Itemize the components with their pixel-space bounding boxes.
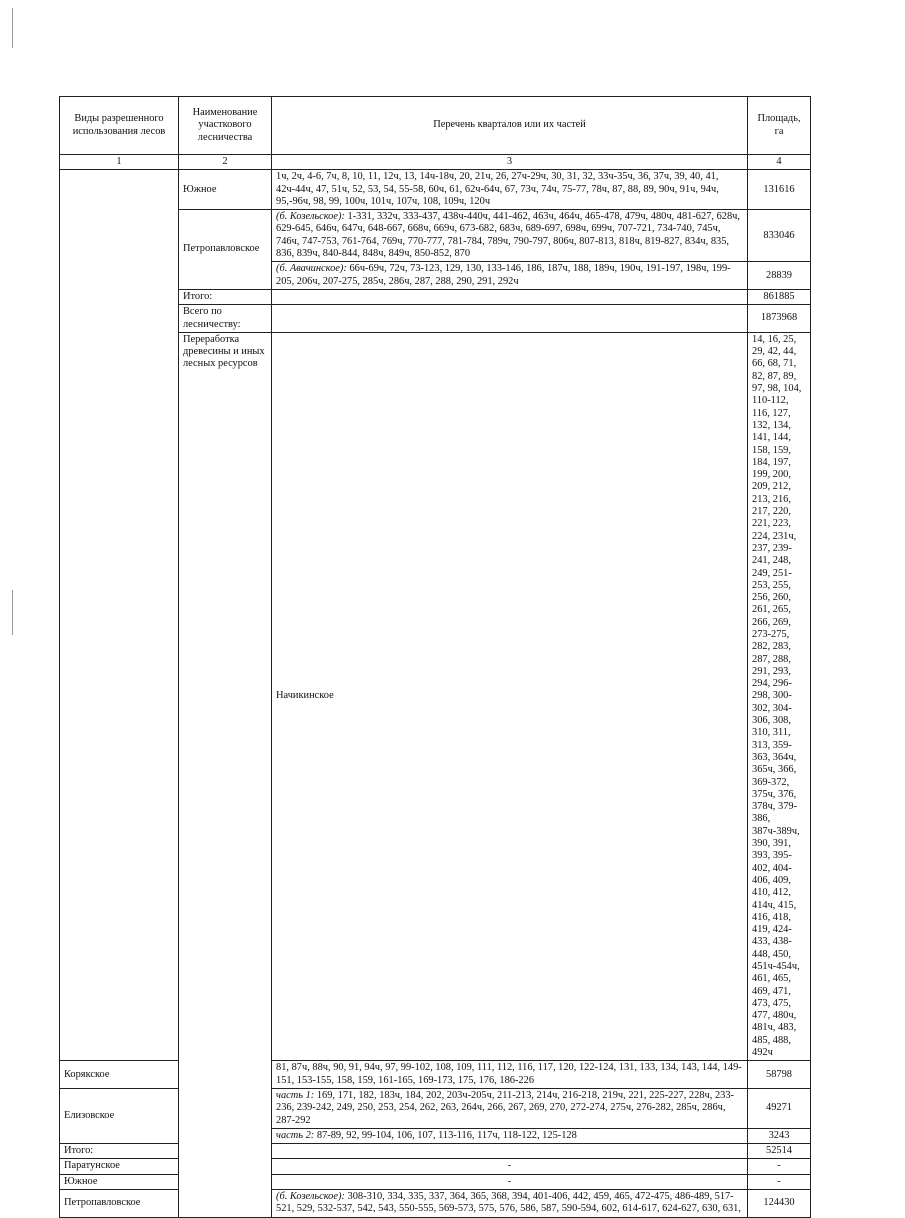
area-value: -	[748, 1174, 811, 1189]
quarters-list: 1ч, 2ч, 4-6, 7ч, 8, 10, 11, 12ч, 13, 14ч-18ч, 20, 21ч, 26, 27ч-29ч, 30, 31, 32, 33ч-35ч, 36, 37ч, 39, 40, 41, 42ч-44ч, 47, 51ч, 52, 53, 54, 55-58, 60ч, 61, 62ч-64ч, 67, 73ч, 74ч, 75-77, 78ч, 87, 88, 89, 90ч, 91ч, 94ч, 95,-96ч, 98, 99, 100ч, 101ч, 107ч, 108, 109ч, 120ч	[276, 171, 719, 207]
header-use-type: Виды разрешенного использования лесов	[60, 97, 179, 155]
empty-cell	[272, 289, 748, 304]
quarters-list: 308-310, 334, 335, 337, 364, 365, 368, 394, 401-406, 442, 459, 465, 472-475, 486-489, 517-521, 529, 532-537, 542, 543, 550-555, 569-573, 575, 576, 586, 587, 590-594, 602, 614-617, 624-627, 630, 631,	[276, 1191, 741, 1215]
quarters-list: 66ч-69ч, 72ч, 73-123, 129, 130, 133-146, 186, 187ч, 188, 189ч, 190ч, 191-197, 198ч, 199-205, 206ч, 207-275, 285ч, 286ч, 287, 288, 290, 291, 292ч	[276, 263, 731, 287]
quarters-cell	[272, 1190, 748, 1218]
area-value: 131616	[748, 170, 811, 210]
total-label: Итого:	[179, 289, 272, 304]
table-row	[60, 1190, 811, 1218]
total-row	[60, 1144, 811, 1159]
quarters-cell	[272, 210, 748, 262]
empty-cell	[272, 1144, 748, 1159]
table-row	[60, 1088, 811, 1128]
forestry-name: Южное	[179, 170, 272, 210]
forestry-name: Петропавловское	[179, 210, 272, 290]
area-value: 833046	[748, 210, 811, 262]
grand-total-value: 1873968	[748, 305, 811, 333]
quarters-cell	[272, 1128, 748, 1143]
quarters-prefix: (б. Авачинское):	[276, 263, 347, 275]
margin-line-top	[12, 8, 13, 48]
quarters-cell	[272, 1061, 748, 1089]
empty-cell	[272, 305, 748, 333]
use-type-cell	[60, 170, 179, 1061]
forestry-name: Елизовское	[60, 1088, 179, 1143]
area-value: 124430	[748, 1190, 811, 1218]
forestry-name: Начикинское	[272, 332, 748, 1061]
forestry-name: Корякское	[60, 1061, 179, 1089]
header-quarters: Перечень кварталов или их частей	[272, 97, 748, 155]
total-value: 861885	[748, 289, 811, 304]
quarters-list: 1-331, 332ч, 333-437, 438ч-440ч, 441-462, 463ч, 464ч, 465-478, 479ч, 480ч, 481-627, 628ч, 629-645, 646ч, 647ч, 648-667, 668ч, 669ч, 673-682, 683ч, 689-697, 698ч, 699ч, 707-721, 734-740, 745ч, 746ч, 747-753, 761-764, 769ч, 770-777, 781-784, 789ч, 790-797, 806ч, 807-813, 818ч, 819-827, 834ч, 835, 836, 839ч, 840-844, 848ч, 849ч, 850-852, 870	[276, 211, 740, 260]
total-label: Итого:	[60, 1144, 179, 1159]
table-row	[60, 170, 811, 210]
forestry-name: Петропавловское	[60, 1190, 179, 1218]
column-number-row	[60, 155, 811, 170]
quarters-prefix: часть 2:	[276, 1129, 315, 1141]
column-number: 2	[179, 155, 272, 170]
quarters-prefix: (б. Козельское):	[276, 1191, 345, 1203]
column-number: 3	[272, 155, 748, 170]
area-value: 58798	[748, 1061, 811, 1089]
area-value: 3243	[748, 1128, 811, 1143]
margin-line-bottom	[12, 590, 13, 635]
forest-use-table	[59, 96, 811, 1218]
table-row	[60, 1174, 811, 1189]
grand-total-label: Всего по лесничеству:	[179, 305, 272, 333]
header-forestry-name: Наименование участкового лесничества	[179, 97, 272, 155]
table-row	[60, 1159, 811, 1174]
forestry-name: Паратунское	[60, 1159, 179, 1174]
area-value: 28839	[748, 262, 811, 290]
quarters-cell	[272, 170, 748, 210]
quarters-prefix: (б. Козельское):	[276, 211, 345, 223]
quarters-list: -	[272, 1159, 748, 1174]
quarters-cell	[748, 332, 811, 1061]
header-area: Площадь, га	[748, 97, 811, 155]
area-value: 49271	[748, 1088, 811, 1128]
quarters-list: -	[272, 1174, 748, 1189]
quarters-list: 87-89, 92, 99-104, 106, 107, 113-116, 117ч, 118-122, 125-128	[314, 1129, 577, 1141]
column-number: 1	[60, 155, 179, 170]
use-type-cell: Переработка древесины и иных лесных ресурсов	[179, 332, 272, 1217]
quarters-list: 14, 16, 25, 29, 42, 44, 66, 68, 71, 82, 87, 89, 97, 98, 104, 110-112, 116, 127, 132, 134, 141, 144, 158, 159, 184, 197, 199, 200, 209, 212, 213, 216, 217, 220, 221, 223, 224, 231ч, 237, 239-241, 248, 249, 251-253, 255, 256, 260, 261, 265, 266, 269, 273-275, 282, 283, 287, 288, 291, 293, 294, 296-298, 300-302, 304-306, 308, 310, 311, 313, 359-363, 364ч, 365ч, 366, 369-372, 375ч, 376, 378ч, 379-386, 387ч-389ч, 390, 391, 393, 395-402, 404-406, 409, 410, 412, 414ч, 415, 416, 418, 419, 424-433, 438-448, 450, 451ч-454ч, 461, 465, 469, 471, 473, 475, 477, 480ч, 481ч, 483, 485, 488, 492ч	[752, 333, 802, 1059]
table-row	[60, 1061, 811, 1089]
header-row	[60, 97, 811, 155]
quarters-cell	[272, 262, 748, 290]
quarters-list: 169, 171, 182, 183ч, 184, 202, 203ч-205ч, 211-213, 214ч, 216-218, 219ч, 221, 225-227, 228ч, 233-236, 239-242, 249, 250, 253, 254, 262, 263, 264ч, 266, 267, 269, 270, 272-274, 275ч, 276-282, 285ч, 286ч, 287-292	[276, 1089, 734, 1126]
quarters-list: 81, 87ч, 88ч, 90, 91, 94ч, 97, 99-102, 108, 109, 111, 112, 116, 117, 120, 122-124, 131, 133, 134, 143, 144, 149-151, 153-155, 158, 159, 161-165, 169-173, 175, 176, 186-226	[276, 1062, 742, 1086]
quarters-cell	[272, 1088, 748, 1128]
area-value: -	[748, 1159, 811, 1174]
total-value: 52514	[748, 1144, 811, 1159]
column-number: 4	[748, 155, 811, 170]
quarters-prefix: часть 1:	[276, 1089, 315, 1101]
forestry-name: Южное	[60, 1174, 179, 1189]
